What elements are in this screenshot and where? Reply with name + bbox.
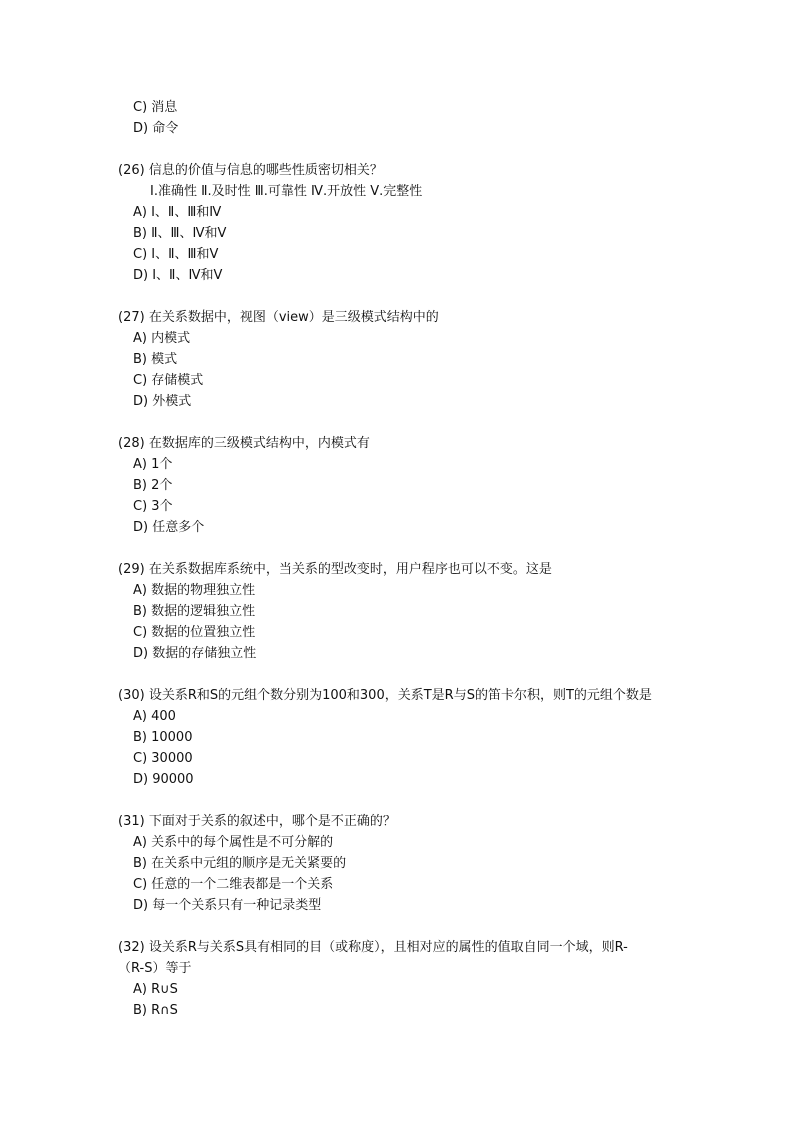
- question-stem: (31) 下面对于关系的叙述中，哪个是不正确的？: [118, 814, 396, 829]
- option-a: A) 数据的物理独立性: [133, 583, 256, 598]
- question-stem: (29) 在关系数据库系统中，当关系的型改变时，用户程序也可以不变。这是: [118, 562, 552, 577]
- option-d: D) 任意多个: [133, 520, 205, 535]
- question-31: [118, 811, 678, 916]
- question-statements: Ⅰ.准确性 Ⅱ.及时性 Ⅲ.可靠性 Ⅳ.开放性 Ⅴ.完整性: [150, 184, 423, 199]
- question-stem: (28) 在数据库的三级模式结构中，内模式有: [118, 436, 370, 451]
- question-stem-continuation: （R-S）等于: [118, 961, 192, 976]
- option-c: C) 任意的一个二维表都是一个关系: [133, 877, 334, 892]
- option-b: B) 在关系中元组的顺序是无关紧要的: [133, 856, 347, 871]
- option-a: A) R∪S: [133, 982, 178, 997]
- option-d: D) 数据的存储独立性: [133, 646, 257, 661]
- question-26: [118, 160, 678, 286]
- question-list: [118, 97, 678, 1021]
- question-30: [118, 685, 678, 790]
- option-d: D) 90000: [133, 772, 194, 787]
- option-c: C) 3个: [133, 499, 173, 514]
- option-c: C) 30000: [133, 751, 193, 766]
- option-d: D) 外模式: [133, 394, 192, 409]
- question-stem: (26) 信息的价值与信息的哪些性质密切相关？: [118, 163, 383, 178]
- question-29: [118, 559, 678, 664]
- option-c: C) 消息: [133, 100, 178, 115]
- option-b: B) 模式: [133, 352, 178, 367]
- option-a: A) 400: [133, 709, 176, 724]
- question-25-continuation: [118, 97, 678, 139]
- option-a: A) Ⅰ、Ⅱ、Ⅲ和Ⅳ: [133, 205, 222, 220]
- option-a: A) 内模式: [133, 331, 191, 346]
- question-stem: (30) 设关系R和S的元组个数分别为100和300，关系T是R与S的笛卡尔积，则T的元组个数是: [118, 688, 652, 703]
- option-d: D) 命令: [133, 121, 179, 136]
- option-d: D) 每一个关系只有一种记录类型: [133, 898, 322, 913]
- question-28: [118, 433, 678, 538]
- question-stem: (32) 设关系R与关系S具有相同的目（或称度），且相对应的属性的值取自同一个域，则R-: [118, 940, 628, 955]
- option-a: A) 关系中的每个属性是不可分解的: [133, 835, 334, 850]
- question-stem: (27) 在关系数据中，视图（view）是三级模式结构中的: [118, 310, 439, 325]
- option-c: C) 数据的位置独立性: [133, 625, 256, 640]
- option-b: B) R∩S: [133, 1003, 178, 1018]
- option-c: C) Ⅰ、Ⅱ、Ⅲ和Ⅴ: [133, 247, 219, 262]
- option-b: B) 10000: [133, 730, 193, 745]
- question-27: [118, 307, 678, 412]
- option-c: C) 存储模式: [133, 373, 204, 388]
- question-32: [118, 937, 678, 1021]
- option-b: B) 数据的逻辑独立性: [133, 604, 256, 619]
- option-b: B) 2个: [133, 478, 173, 493]
- option-d: D) Ⅰ、Ⅱ、Ⅳ和Ⅴ: [133, 268, 223, 283]
- option-a: A) 1个: [133, 457, 173, 472]
- option-b: B) Ⅱ、Ⅲ、Ⅳ和Ⅴ: [133, 226, 227, 241]
